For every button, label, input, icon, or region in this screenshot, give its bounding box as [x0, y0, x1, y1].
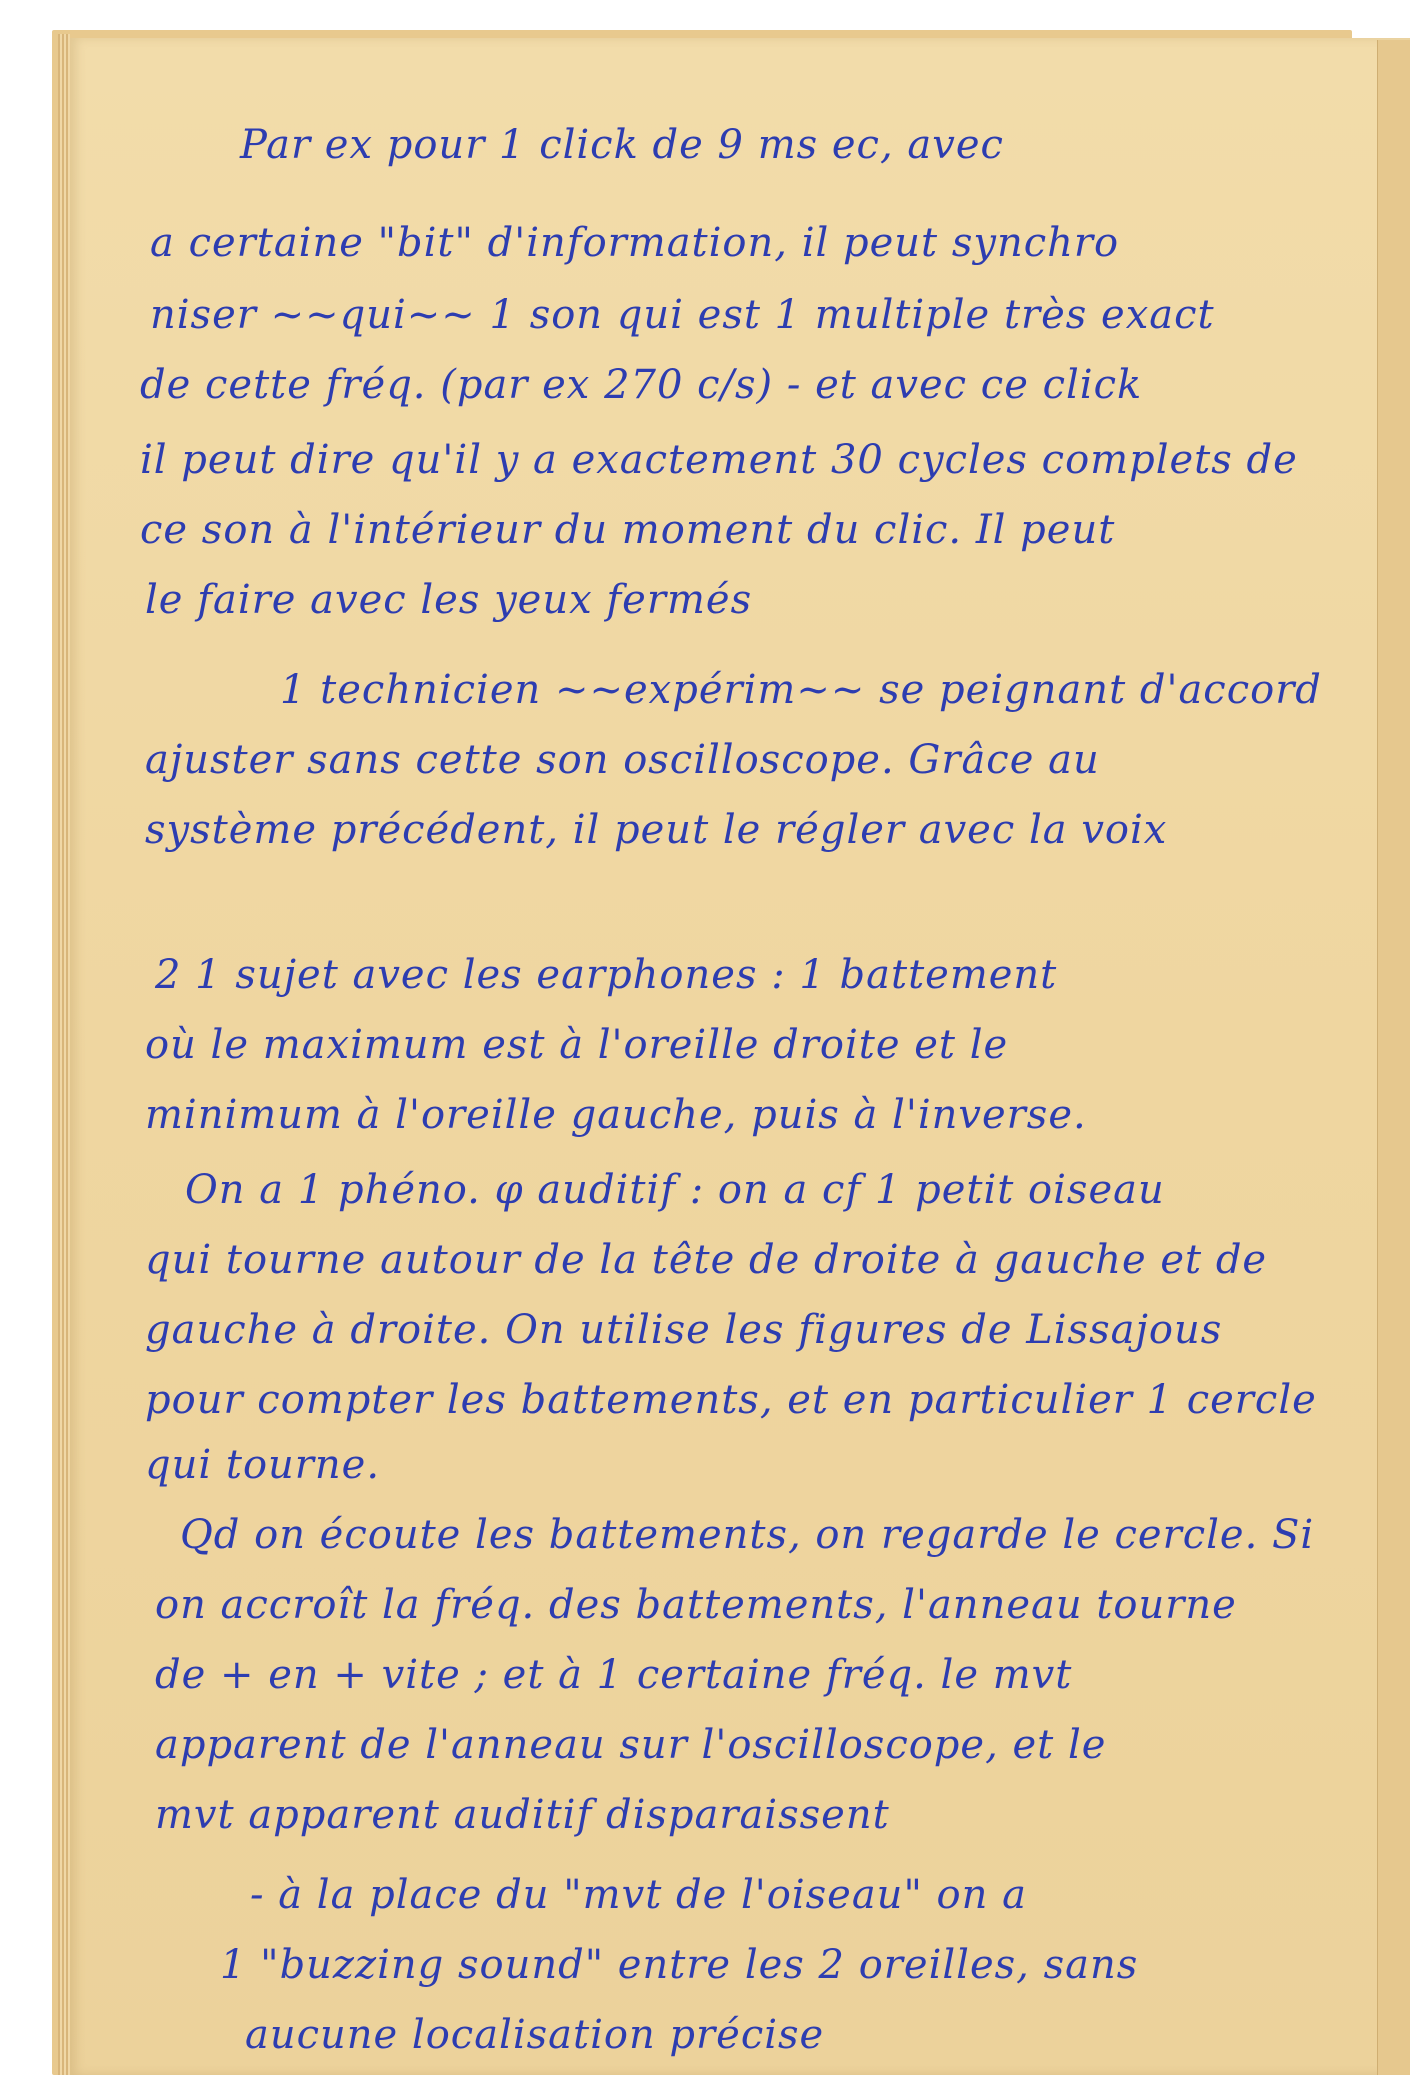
text-line: système précédent, il peut le régler avec la voix	[145, 807, 1168, 853]
text-line: mvt apparent auditif disparaissent	[155, 1792, 890, 1838]
text-line: - à la place du "mvt de l'oiseau" on a	[250, 1872, 1027, 1918]
text-line: où le maximum est à l'oreille droite et le	[145, 1022, 1009, 1068]
text-line: Qd on écoute les battements, on regarde le cercle. Si	[180, 1512, 1315, 1558]
text-line: on accroît la fréq. des battements, l'anneau tourne	[155, 1582, 1237, 1628]
text-line: 1 "buzzing sound" entre les 2 oreilles, sans	[220, 1942, 1139, 1988]
text-line: le faire avec les yeux fermés	[145, 577, 753, 623]
text-line: niser ~~qui~~ 1 son qui est 1 multiple très exact	[150, 292, 1215, 338]
text-line: On a 1 phéno. φ auditif : on a cf 1 petit oiseau	[185, 1167, 1165, 1213]
text-line: 1 technicien ~~expérim~~ se peignant d'accord	[280, 667, 1322, 713]
text-line: minimum à l'oreille gauche, puis à l'inverse.	[145, 1092, 1087, 1138]
text-line: aucune localisation précise	[245, 2012, 825, 2058]
text-line: Par ex pour 1 click de 9 ms ec, avec	[240, 122, 1004, 168]
page-edges	[58, 34, 70, 2075]
text-line: ajuster sans cette son oscilloscope. Grâce au	[145, 737, 1100, 783]
text-line: il peut dire qu'il y a exactement 30 cycles complets de	[140, 437, 1298, 483]
text-line: ce son à l'intérieur du moment du clic. Il peut	[140, 507, 1116, 553]
text-line: a certaine "bit" d'information, il peut synchro	[150, 220, 1120, 266]
text-line: apparent de l'anneau sur l'oscilloscope, et le	[155, 1722, 1107, 1768]
text-line: 2 1 sujet avec les earphones : 1 battement	[155, 952, 1058, 998]
text-line: de cette fréq. (par ex 270 c/s) - et avec ce click	[140, 362, 1143, 408]
text-line: pour compter les battements, et en particulier 1 cercle	[145, 1377, 1317, 1423]
text-line: qui tourne.	[145, 1442, 381, 1488]
text-line: qui tourne autour de la tête de droite à gauche et de	[145, 1237, 1268, 1283]
adjacent-page-edge	[1377, 40, 1410, 2075]
text-line: gauche à droite. On utilise les figures de Lissajous	[145, 1307, 1223, 1353]
text-line: de + en + vite ; et à 1 certaine fréq. le mvt	[155, 1652, 1073, 1698]
